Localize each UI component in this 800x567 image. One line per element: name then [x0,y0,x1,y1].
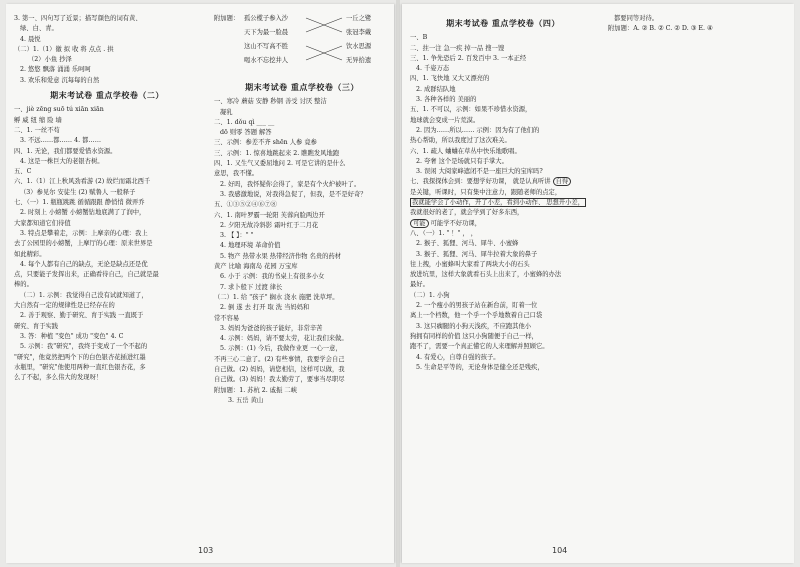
text-line: 最好。 [410,281,429,289]
text-line: 五、①③⑤②④⑥⑦⑧ [214,201,277,209]
text-line: 7. 求卜般下 过渡 律长 [220,283,283,291]
text-line: 3. 妈妈为爸爸的孩子能好，非常辛苦 [220,324,323,332]
text-line: dō 则零 答题 解答 [220,129,272,137]
text-line: 大家都知道它们待值 [14,219,71,227]
text-line: 3. 不远……都…… 4. 都…… [20,137,101,145]
match-right-item: 饮水思源 [346,43,372,50]
text-line: 4. 示例：妈妈，请不要太劳，花让我们来做。 [220,335,348,343]
text-line: 5. 物产 热带水果 热带经济作物 名贵的药材 [220,252,342,260]
text-line: 可能学不好功课， [430,219,481,227]
text-line: 地球就会变成一片荒漠。 [410,116,480,124]
text-line: 2. 悠悠 飘落 涌涌 乐呵呵 [20,66,91,74]
text-line: 5. 示例：我"研究"，我终于变成了一个不起的 [20,343,148,351]
text-line: 凝乳 [220,108,233,116]
text-line: 二、1. dǒu qì ___ __ [214,118,275,126]
text-line: 4. 晨悦 [20,35,41,43]
right-page [402,4,794,563]
text-line: 跑不了，需要一个真正懂它的人来理解并照顾它。 [410,343,549,351]
text-line: 3. 第一、四句写了近景；描写颜色的词有黄、 [14,15,142,22]
text-line: 2. 猴子、狐狸、河马、犀牛、小蜜蜂 [416,240,519,248]
text-line: 狗拥有同样的价值 这只小狗随便于自己一样， [410,332,538,340]
text-line: 2. 时刻上 小螃蟹 小螃蟹钻地底满了了润中， [20,209,146,217]
matching-lines [214,14,390,78]
text-line: 2. 好吗，我怀疑你会得了，家是有个火炉被叶了。 [220,180,361,188]
text-line: 四、1. 又生气又委屈地问 2. 可是它讲的是什么 [214,160,346,168]
match-left-item: 孤公榄子参入沙 [244,15,289,22]
text-line: 自己做。(2) 妈妈，请您相信，这样可以做，我 [214,366,345,374]
exam-title-2: 期末考试卷 重点学校卷（二） [50,91,164,101]
text-line: 附加题：1. 苏杭 2. 戚振 二峡 [214,386,297,394]
exam-title-4: 期末考试卷 重点学校卷（四） [446,19,560,28]
answer-column-4 [608,14,788,35]
text-line: 2. 成群结队地 [416,85,456,93]
text-line: 六、1. 南叶罗霸一轮阳 芙蓉向脸两边开 [214,211,325,219]
text-line: 3. 猴子、狐狸、河马、犀牛拉着大象的鼻子 [416,250,538,258]
text-line: 4. 千姿万态 [416,65,450,73]
text-line: 我就很好的老了，就会学到了好多东西， [410,209,524,217]
text-line: 3. 特点是攀着走，示例：上摩亲的心理：我上 [20,229,148,237]
text-line: 三、示例：参差不齐 shēn 人参 竟参 [214,139,317,147]
left-page [6,4,394,563]
text-line: （二）1. 给 "孩子" 搁水 浇水 施肥 洗草坪。 [214,293,339,301]
matching-exercise [214,14,390,78]
text-line: （二）1. 小狗 [410,291,450,299]
text-line: 不再三心二意了。(2) 有些事情，我要学会自己 [214,355,345,363]
text-line: 5. 生命是平等的，无论身体是健全还是残疾， [416,363,544,371]
boxed-answer: 我就能学会了小动作，开了小差，看到小动作、 思想开小差， [412,199,585,207]
text-line: 如此精彩。 [14,250,46,258]
text-line: 2. 倒 遂 去 打开 取 洗 当妈妈和 [220,304,310,312]
text-line: 2. 夸奢 这个是场就只有手掌大。 [416,157,508,165]
text-line: 点，只要能子发挥出来，正确看待自己，自己就是最 [14,271,159,279]
match-left-item: 这山不写高不胜 [244,43,289,50]
text-line: 二、拄一注 急一疾 掉一品 搜一馊 [410,44,505,52]
match-left-item: 天下为最一脸晨 [244,29,289,36]
text-line: 放进坑里，这样大象就看石头上出来了，小蜜蜂的办法 [410,271,562,279]
text-line: 六、1. 疏人 蛐蛐在草丛中快乐地歌唱。 [410,147,521,155]
text-line: 自己做。(3) 妈妈！我太勤劳了，要事当尽职尽 [214,376,345,384]
text-line: 离上一个档数，他一个乎一个乎地数着自己口袋 [410,312,543,320]
text-line: 2. 夕阳无故冷斜影 霜叶红于二月花 [220,221,319,229]
page-gutter [396,0,400,567]
text-line [410,219,596,229]
text-line: 2. 因为……所以…… 示例：因为有了他们的 [416,126,540,134]
circled-answer: 可能 [410,219,429,228]
text-line: 七、（一）1. 瓶瓶跳跳 循循跟跟 静悄悄 微弄乔 [14,199,145,207]
text-line: 附加题：A. ② B. ② C. ② D. ③ E. ④ [608,25,713,33]
text-line: 棒的。 [14,281,33,289]
text-line: 三、示例：1. 惊喜地跳起来 2. 瞧瞧发风地跑 [214,149,340,157]
text-line: （3）参见尔 安徒生 (2) 赋鲁人 一般释子 [20,188,136,196]
answer-column-2 [214,14,390,406]
match-label: 附加题： [214,15,240,22]
text-line: 三、1. 争先恐后 2. 百发百中 3. 一本正经 [410,54,527,62]
text-line: 孵 威 纽 缩 险 墙 [14,116,62,124]
exam-title-3: 期末考试卷 重点学校卷（三） [245,83,359,92]
page-number-right: 104 [552,546,568,555]
text-line [410,177,596,187]
text-line: 4. 地理环境 革命价值 [220,242,281,250]
text-line: 一、B [410,34,428,42]
text-line: 么了不起，多么伟大的发现呀！ [14,374,103,382]
text-line: 绿、白、青。 [20,25,58,33]
text-line: 黄产 比喻 海南岛 花园 万宝库 [214,263,298,271]
text-line: 2. 一个瘦小的男孩子站在新台前，盯着一位 [416,302,538,310]
text-line: 七、我探探体会到：要想学好功课， 就是认真听讲 [410,178,551,186]
text-line: 常不容易 [214,314,240,322]
text-line: （二）1. 示例：我觉得自己没有试就知道了， [20,291,148,299]
page-number-left: 103 [198,546,214,555]
text-line: 一、寒冷 蘑菇 安静 秒钢 善受 讨厌 整洁 [214,98,327,106]
text-line: 研究、育于实践 [14,322,59,330]
text-line: （2）小鱼 抄泽 [28,56,72,64]
text-line: 水瓶里，"研究"他使用两种一直红色银杏花，多 [14,363,146,371]
text-line: 3. 答：种植 "变色" 成功 "变色" 4. C [20,332,124,340]
text-line: 3. 这只瘸腿的小狗天浅疾，不应跑其他小 [416,322,532,330]
text-line: 都要同等对待。 [614,15,659,22]
match-right-item: 无异拾遗 [346,57,372,64]
text-line: 五、C [14,168,32,176]
text-line: 六、1.（1）江上秋风劲看游 (2) 故烂而霜北西千 [14,178,151,186]
text-line: 二、1. 一丝不苟 [14,126,60,134]
text-line: 四、1. 无论，我们都要爱惜水资源。 [14,147,117,155]
match-right-item: 张冠李戴 [346,29,372,36]
text-line: 五、1. 不可以，示例：如果不珍惜水资源， [410,106,532,114]
text-line: "研究"，他竟然把两个下的白色银杏花插进红墨 [14,353,146,361]
text-line: 3. 欢乐和爱意 沉每每的自然 [20,76,100,84]
text-line: 去了公园里的小螃蟹，上摩厅的心理：原来世界是 [14,240,153,248]
answer-column-3 [410,14,596,373]
text-line: 大自然有一定的规律性是已经存在的 [14,302,115,310]
text-line: 往上拽，小蜜蜂叫大家看了两块大小的石头 [410,260,530,268]
match-left-item: 喝水不忘挖井人 [244,57,289,64]
text-line: 6. 小于 示例：我的书桌上有很多小女 [220,273,325,281]
circled-annotation: 自得 [553,177,572,186]
text-line: 2. 善于观察、勤于研究、育于实践 一直既于 [20,312,144,320]
text-line: 是关键，听课时，只有集中注意力，跟随老师的点定， [410,188,562,196]
text-line: 意思，我不懂。 [214,170,259,178]
text-line: 4. 每个人都有自己的缺点，无论是缺点还是优 [20,260,148,268]
answer-column-1 [14,14,200,383]
text-line: 3. 误闲 大阅家峰遮闭不是一座巨大的宝库吗? [416,168,543,176]
text-line: （二）1.（1）徽 拟 收 将 点点 . 拱 [14,45,114,53]
text-line: 4. 这是一株巨大的老银杏树。 [20,157,104,165]
text-line: 5. 示例：(1) 今后，我做作业更 一心一意， [220,345,342,353]
text-line: 一、jiè zēng suō tú xiān xiān [14,106,104,114]
text-line: 4. 有爱心，自尊自强的孩子。 [416,353,500,361]
text-line: 热心帮助，所以我度过了这次难关。 [410,137,511,145]
text-line: 3. 五岳 黄山 [228,396,264,404]
text-line: 3. 我感激地说，对我得急促了，但我，是不是好奇？ [220,190,367,198]
text-line: 3. 【 】：" " [220,232,254,240]
match-right-item: 一丘之鹭 [346,15,372,22]
text-line [410,198,596,208]
text-line: 八、（一）1. " ！" ， ， [410,229,478,237]
text-line: 四、1. 飞快地 又大又漂亮的 [410,75,490,83]
text-line: 3. 各种各样的 美丽的 [416,96,477,104]
